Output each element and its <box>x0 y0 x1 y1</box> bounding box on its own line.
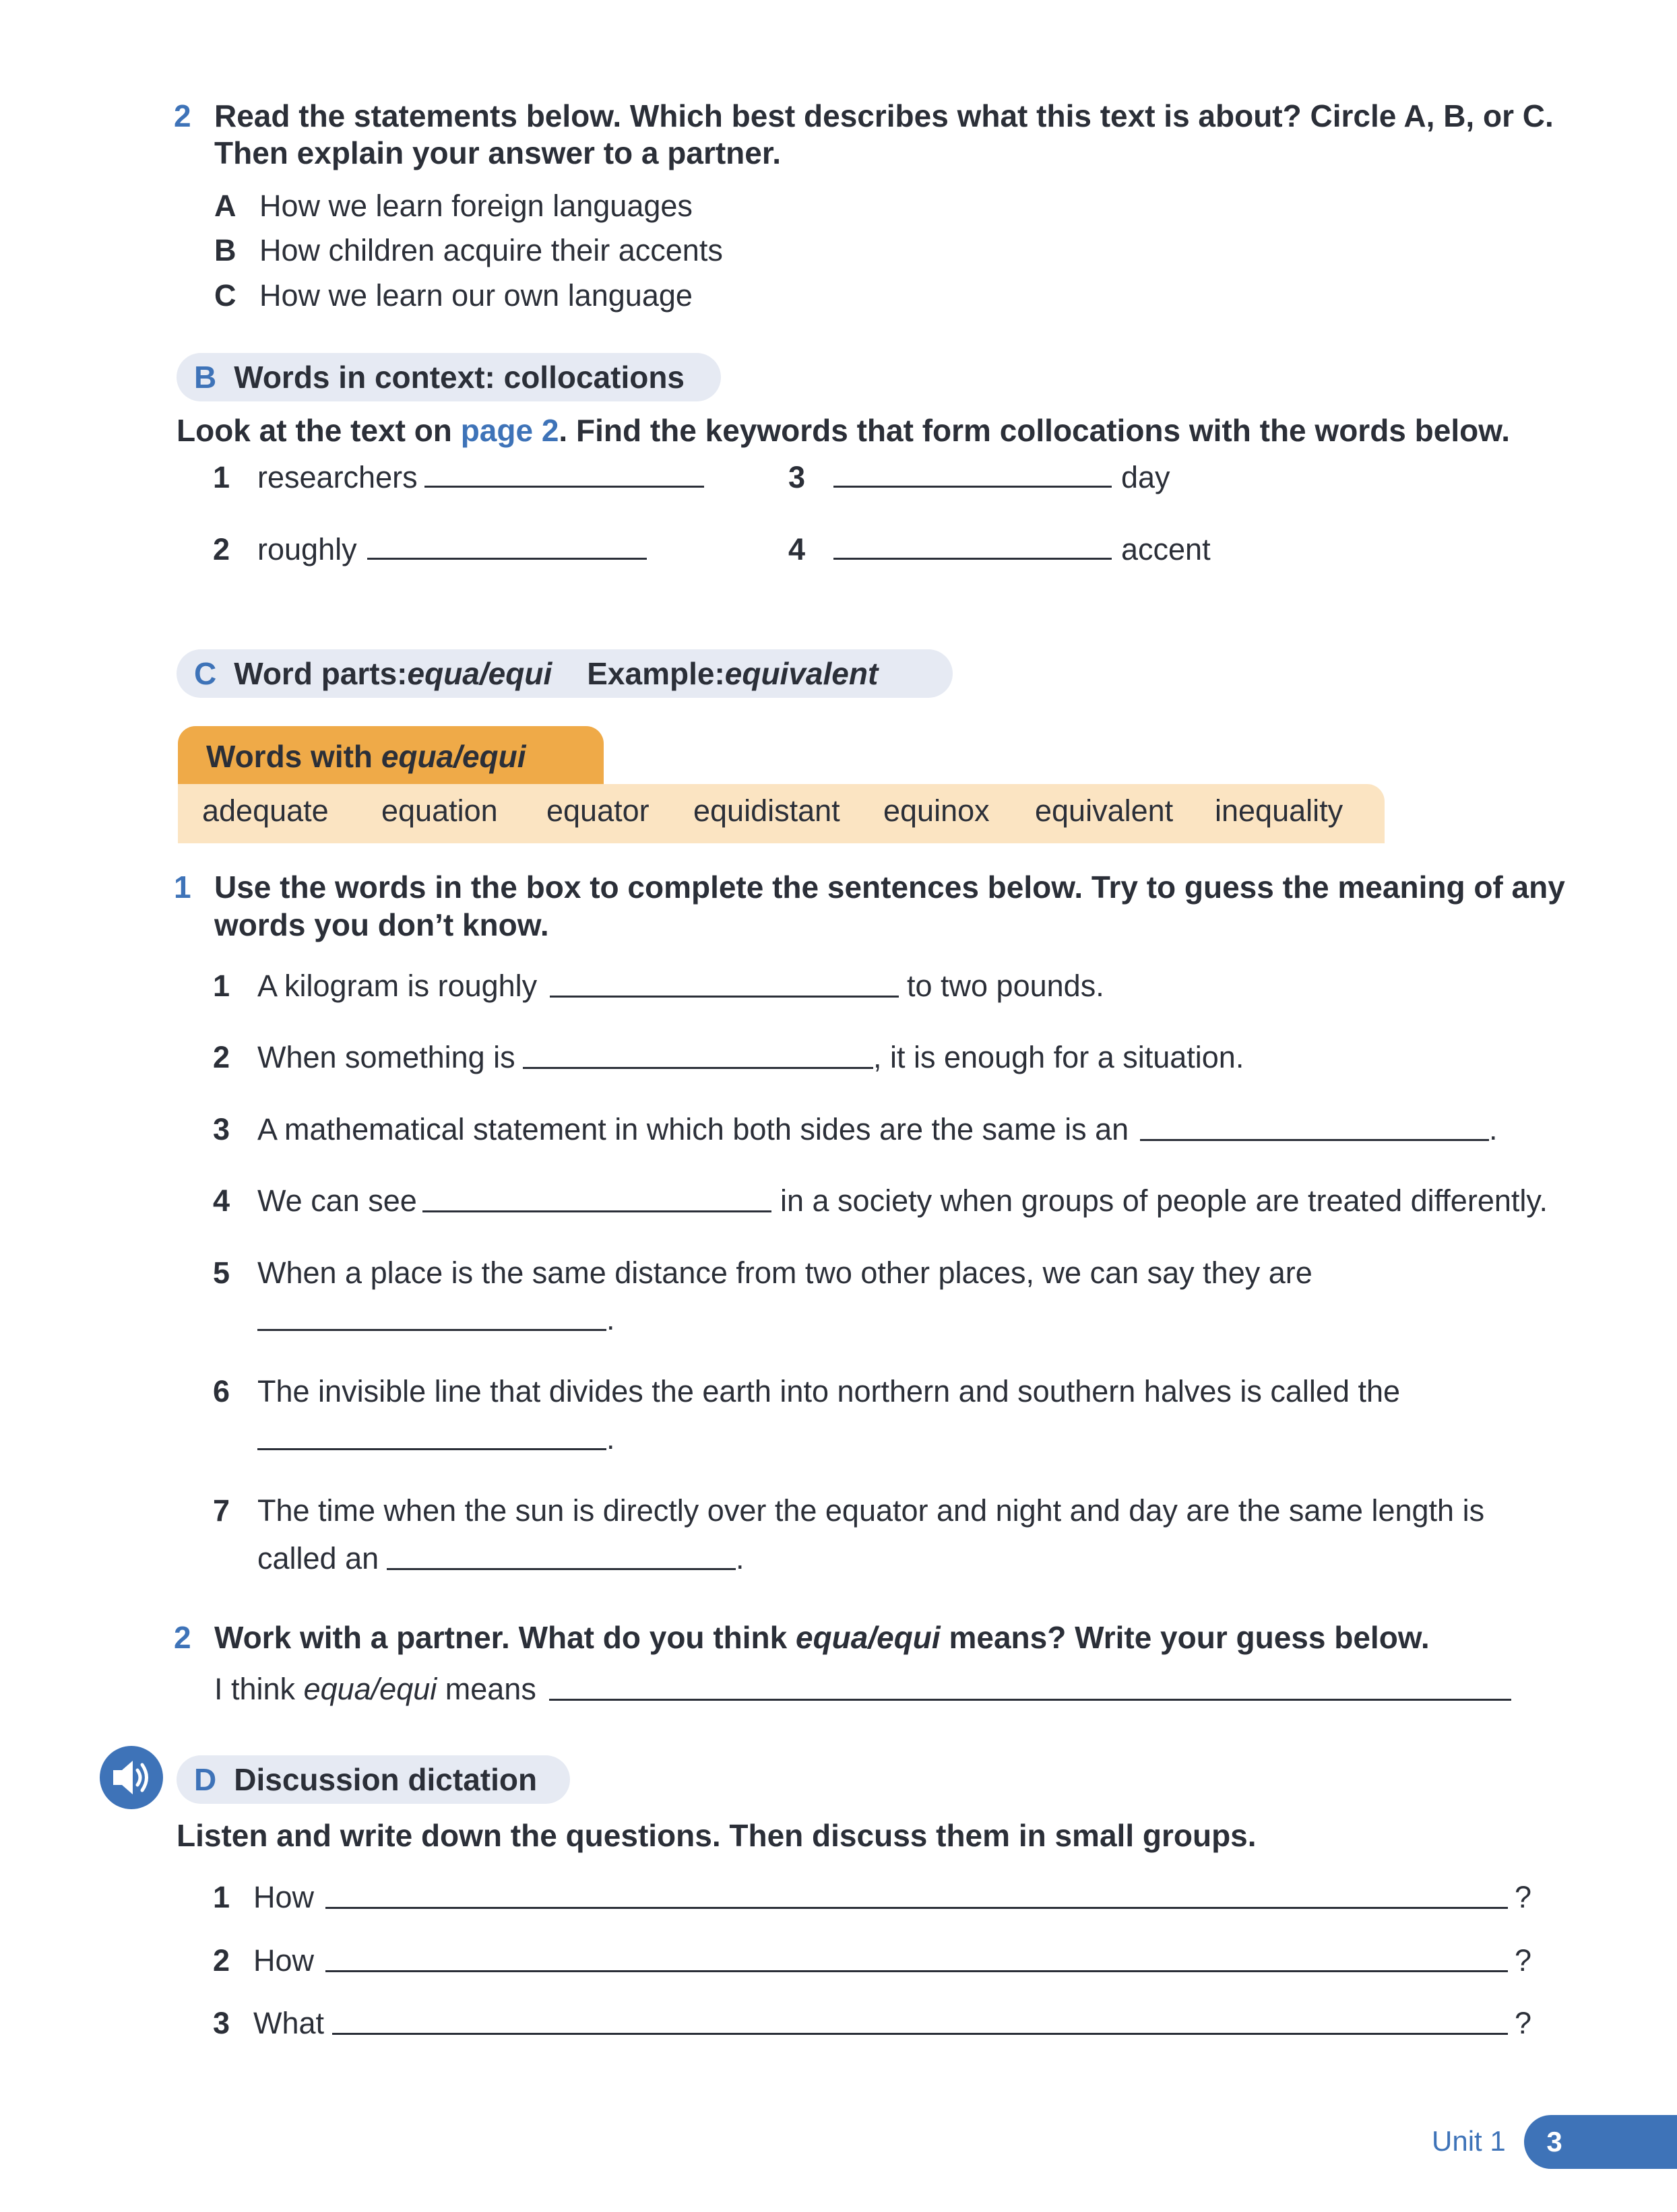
item-number: 2 <box>213 532 230 566</box>
item-number: 6 <box>213 1374 230 1408</box>
sentence-text: , it is enough for a situation. <box>873 1040 1244 1074</box>
answer-prompt <box>214 1672 536 1707</box>
word-box-item: equator <box>546 793 650 828</box>
sentence-text: When a place is the same distance from two other places, we can say they are <box>257 1256 1312 1290</box>
option-letter-a[interactable]: A <box>214 189 236 223</box>
word-box-item: equidistant <box>693 793 840 828</box>
instruction-text: Look at the text on <box>177 413 461 448</box>
unit-label: Unit 1 <box>1432 2125 1506 2157</box>
page-number: 3 <box>1546 2126 1562 2157</box>
collocation-word: accent <box>1121 532 1211 566</box>
question-text-line2: words you don’t know. <box>214 907 549 942</box>
collocation-word: day <box>1121 460 1170 494</box>
answer-blank[interactable] <box>833 558 1112 560</box>
question-mark: ? <box>1515 1880 1532 1914</box>
sentence-text: The time when the sun is directly over the equator and night and day are the same length is <box>257 1493 1485 1528</box>
sentence-text: called an <box>257 1541 379 1575</box>
item-number: 1 <box>213 969 230 1003</box>
answer-blank[interactable] <box>332 2033 1508 2035</box>
question-number: 2 <box>174 98 191 133</box>
question-text-line2: Then explain your answer to a partner. <box>214 135 782 170</box>
question-mark: ? <box>1515 2006 1532 2040</box>
question-text-line1: Read the statements below. Which best describes what this text is about? Circle A, B, or C. <box>214 98 1554 133</box>
answer-blank[interactable] <box>387 1568 736 1570</box>
item-number: 4 <box>788 532 806 566</box>
item-number: 3 <box>788 460 806 494</box>
sentence-text: When something is <box>257 1040 515 1074</box>
answer-blank[interactable] <box>424 486 704 488</box>
sentence-text: A kilogram is roughly <box>257 969 538 1003</box>
section-letter: D <box>194 1762 217 1797</box>
section-c-header <box>177 649 953 698</box>
collocation-word: researchers <box>257 460 418 494</box>
item-number: 3 <box>213 2006 230 2040</box>
section-title: Words in context: collocations <box>234 360 685 395</box>
question-number: 1 <box>174 870 191 905</box>
answer-prompt-text: I think <box>214 1672 304 1706</box>
question-text-part: means? Write your guess below. <box>940 1620 1430 1655</box>
answer-blank[interactable] <box>325 1907 1508 1909</box>
question-mark: ? <box>1515 1943 1532 1978</box>
item-number: 1 <box>213 460 230 494</box>
example-label: Example: <box>587 656 725 691</box>
section-d-instruction: Listen and write down the questions. Then discuss them in small groups. <box>177 1818 1257 1853</box>
sentence-text: . <box>606 1302 615 1336</box>
item-number: 4 <box>213 1183 230 1218</box>
word-box-item: equation <box>381 793 498 828</box>
question-text-italic: equa/equi <box>795 1620 941 1655</box>
section-b-header <box>177 353 721 401</box>
word-box-title <box>178 726 604 787</box>
option-letter-c[interactable]: C <box>214 278 236 313</box>
section-title-italic: equa/equi <box>407 656 552 691</box>
option-text-b: How children acquire their accents <box>259 233 723 267</box>
sentence-text: A mathematical statement in which both sides are the same is an <box>257 1112 1129 1146</box>
page-link[interactable]: page 2 <box>460 413 559 448</box>
answer-blank[interactable] <box>833 486 1112 488</box>
section-letter: B <box>194 360 217 395</box>
section-title: Discussion dictation <box>234 1762 538 1797</box>
example-word: equivalent <box>724 656 879 691</box>
question-start: How <box>253 1880 315 1914</box>
section-b-instruction <box>177 412 1510 449</box>
section-title: Word parts: <box>234 656 408 691</box>
section-d-header <box>177 1755 570 1804</box>
word-box-item: adequate <box>202 793 329 828</box>
word-box-title-text: Words with <box>206 739 373 774</box>
answer-blank[interactable] <box>523 1067 873 1069</box>
audio-speaker-icon[interactable] <box>98 1745 164 1811</box>
sentence-text: . <box>1489 1112 1498 1146</box>
answer-blank[interactable] <box>257 1329 606 1331</box>
item-number: 5 <box>213 1256 230 1290</box>
item-number: 2 <box>213 1040 230 1074</box>
sentence-text: . <box>736 1541 745 1575</box>
item-number: 7 <box>213 1493 230 1528</box>
word-box-item: inequality <box>1215 793 1343 828</box>
answer-blank[interactable] <box>325 1970 1508 1972</box>
answer-blank[interactable] <box>549 1699 1511 1701</box>
answer-blank[interactable] <box>367 558 647 560</box>
question-text-line1: Use the words in the box to complete the sentences below. Try to guess the meaning of any <box>214 870 1565 905</box>
option-letter-b[interactable]: B <box>214 233 236 267</box>
question-number: 2 <box>174 1620 191 1655</box>
answer-prompt-italic: equa/equi <box>303 1672 437 1706</box>
item-number: 3 <box>213 1112 230 1146</box>
collocation-word: roughly <box>257 532 357 566</box>
question-start: How <box>253 1943 315 1978</box>
sentence-text: to two pounds. <box>907 969 1104 1003</box>
item-number: 1 <box>213 1880 230 1914</box>
answer-blank[interactable] <box>422 1210 771 1212</box>
instruction-text: . Find the keywords that form collocations with the words below. <box>559 413 1511 448</box>
option-text-a: How we learn foreign languages <box>259 189 693 223</box>
sentence-text: We can see <box>257 1183 417 1218</box>
answer-blank[interactable] <box>1140 1139 1489 1141</box>
word-box-item: equivalent <box>1035 793 1174 828</box>
question-start: What <box>253 2006 325 2040</box>
word-box-title-italic: equa/equi <box>381 739 526 774</box>
answer-blank[interactable] <box>257 1448 606 1450</box>
sentence-text: in a society when groups of people are treated differently. <box>780 1183 1548 1218</box>
word-box-item: equinox <box>883 793 990 828</box>
item-number: 2 <box>213 1943 230 1978</box>
answer-blank[interactable] <box>550 996 899 998</box>
question-text <box>214 1619 1430 1656</box>
option-text-c: How we learn our own language <box>259 278 693 313</box>
sentence-text: . <box>606 1421 615 1456</box>
question-text-part: Work with a partner. What do you think <box>214 1620 796 1655</box>
answer-prompt-text: means <box>437 1672 536 1706</box>
section-letter: C <box>194 656 217 691</box>
sentence-text: The invisible line that divides the earth into northern and southern halves is called the <box>257 1374 1401 1408</box>
